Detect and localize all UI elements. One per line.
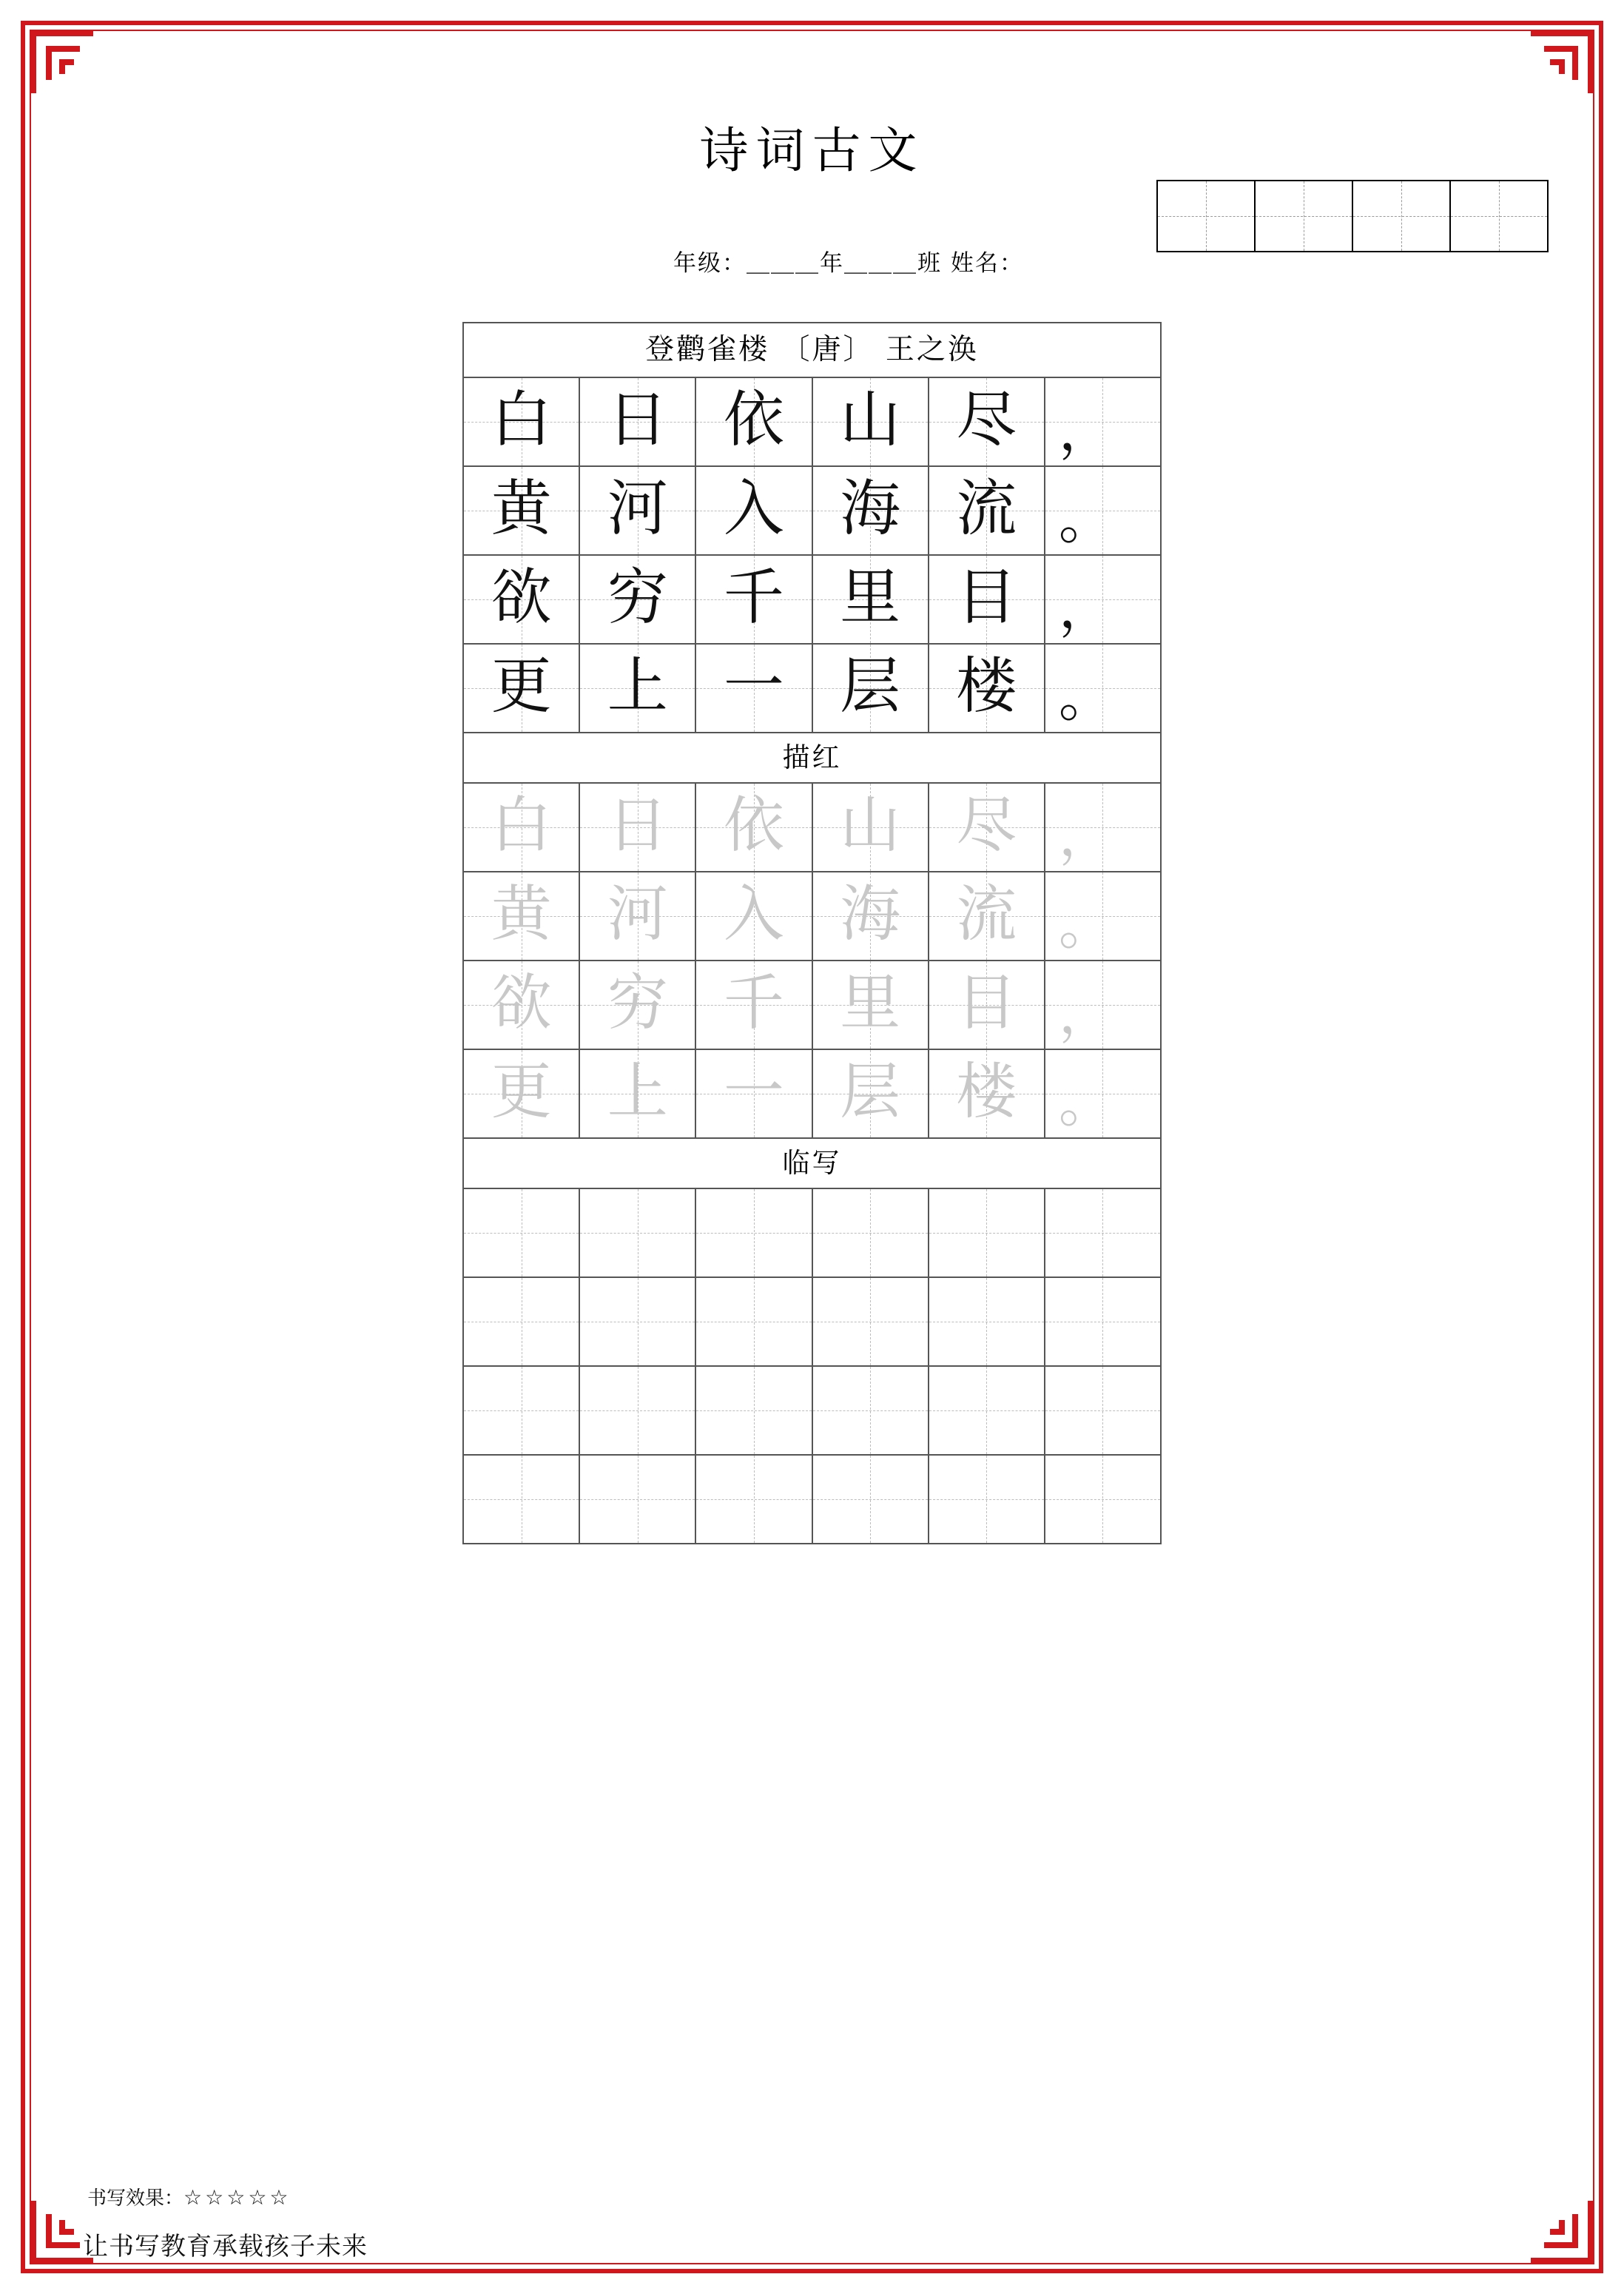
- character-glyph: 里: [840, 562, 901, 633]
- guide-line-vertical: [638, 1278, 639, 1365]
- character-glyph: 一: [723, 1057, 784, 1127]
- guide-line-vertical: [870, 1367, 871, 1454]
- punctuation-glyph: ，: [1058, 576, 1113, 640]
- rating-label: 书写效果：: [87, 2187, 184, 2210]
- writing-cell[interactable]: [1045, 1278, 1160, 1365]
- character-glyph: 更: [491, 651, 552, 722]
- writing-cell[interactable]: [464, 1278, 580, 1365]
- character-glyph: 层: [840, 651, 901, 722]
- character-glyph: 入: [723, 474, 784, 544]
- writing-cell[interactable]: [1045, 1189, 1160, 1276]
- character-glyph: 目: [956, 968, 1017, 1038]
- character-glyph: 依: [723, 790, 784, 861]
- writing-cell[interactable]: [929, 1367, 1045, 1454]
- writing-cell[interactable]: [929, 872, 1045, 960]
- character-glyph: 流: [956, 879, 1017, 949]
- writing-cell[interactable]: [580, 1367, 696, 1454]
- guide-line-vertical: [986, 1367, 987, 1454]
- punctuation-glyph: ，: [1058, 804, 1113, 868]
- guide-line-vertical: [986, 1278, 987, 1365]
- guide-line-vertical: [870, 1189, 871, 1276]
- writing-cell[interactable]: [813, 872, 929, 960]
- punctuation-glyph: 。: [1058, 488, 1113, 551]
- character-glyph: 河: [607, 879, 668, 949]
- character-glyph: 穷: [607, 562, 668, 633]
- writing-cell[interactable]: [464, 784, 580, 871]
- guide-line-vertical: [986, 1456, 987, 1543]
- writing-cell[interactable]: [1045, 1456, 1160, 1543]
- guide-line-vertical: [870, 1456, 871, 1543]
- guide-line-vertical: [754, 1367, 755, 1454]
- guide-line-vertical: [1102, 1367, 1103, 1454]
- writing-cell: [464, 645, 580, 732]
- writing-cell[interactable]: [813, 1050, 929, 1137]
- character-glyph: 千: [723, 968, 784, 1038]
- poem-heading: 登鹳雀楼 〔唐〕 王之涣: [464, 323, 1160, 378]
- character-glyph: 千: [723, 562, 784, 633]
- writing-cell: [1045, 467, 1160, 554]
- writing-cell[interactable]: [1045, 784, 1160, 871]
- writing-cell[interactable]: [929, 1050, 1045, 1137]
- writing-cell[interactable]: [580, 1050, 696, 1137]
- character-glyph: 目: [956, 562, 1017, 633]
- guide-line-vertical: [754, 1278, 755, 1365]
- writing-cell[interactable]: [929, 961, 1045, 1049]
- writing-cell[interactable]: [696, 872, 812, 960]
- writing-cell: [580, 645, 696, 732]
- writing-row: [464, 378, 1160, 467]
- page-title: 诗词古文: [699, 122, 925, 179]
- character-glyph: 河: [607, 474, 668, 544]
- character-glyph: 层: [840, 1057, 901, 1127]
- punctuation-glyph: 。: [1058, 1071, 1113, 1134]
- guide-line-vertical: [1102, 1278, 1103, 1365]
- writing-cell[interactable]: [929, 784, 1045, 871]
- writing-cell[interactable]: [929, 1456, 1045, 1543]
- guide-line-vertical: [870, 1278, 871, 1365]
- writing-cell[interactable]: [464, 1367, 580, 1454]
- writing-cell[interactable]: [696, 784, 812, 871]
- punctuation-glyph: 。: [1058, 893, 1113, 957]
- writing-cell[interactable]: [580, 961, 696, 1049]
- writing-cell[interactable]: [696, 1278, 812, 1365]
- writing-cell[interactable]: [813, 1278, 929, 1365]
- writing-cell: [929, 467, 1045, 554]
- character-glyph: 尽: [956, 790, 1017, 861]
- name-box-cell[interactable]: [1451, 181, 1547, 251]
- punctuation-glyph: 。: [1058, 665, 1113, 729]
- guide-line-vertical: [754, 1456, 755, 1543]
- writing-cell[interactable]: [1045, 872, 1160, 960]
- rating-stars[interactable]: ☆☆☆☆☆: [183, 2185, 292, 2210]
- writing-cell: [1045, 645, 1160, 732]
- writing-row: [464, 467, 1160, 556]
- guide-line-vertical: [754, 1189, 755, 1276]
- character-glyph: 流: [956, 474, 1017, 544]
- writing-cell: [464, 378, 580, 465]
- character-glyph: 一: [723, 651, 784, 722]
- writing-row: [464, 961, 1160, 1050]
- writing-cell[interactable]: [580, 1189, 696, 1276]
- writing-row: [464, 1050, 1160, 1137]
- writing-row: [464, 1278, 1160, 1367]
- guide-line-vertical: [638, 1456, 639, 1543]
- character-glyph: 入: [723, 879, 784, 949]
- writing-cell[interactable]: [696, 961, 812, 1049]
- character-glyph: 楼: [956, 1057, 1017, 1127]
- writing-cell: [929, 378, 1045, 465]
- practice-sheet: [462, 322, 1162, 1544]
- writing-row: [464, 645, 1160, 732]
- character-glyph: 楼: [956, 651, 1017, 722]
- section-label-trace: 描红: [464, 732, 1160, 784]
- character-glyph: 欲: [491, 968, 552, 1038]
- writing-cell[interactable]: [696, 1050, 812, 1137]
- writing-cell[interactable]: [813, 1456, 929, 1543]
- writing-cell[interactable]: [813, 1189, 929, 1276]
- character-glyph: 日: [607, 790, 668, 861]
- writing-cell: [580, 556, 696, 643]
- character-glyph: 尽: [956, 385, 1017, 455]
- writing-cell: [696, 556, 812, 643]
- writing-cell: [580, 467, 696, 554]
- writing-row: [464, 784, 1160, 872]
- character-glyph: 上: [607, 1057, 668, 1127]
- writing-cell[interactable]: [464, 961, 580, 1049]
- writing-cell: [580, 378, 696, 465]
- corner-ornament-top-left: [30, 30, 93, 93]
- character-glyph: 黄: [491, 879, 552, 949]
- section-label-copy: 临写: [464, 1137, 1160, 1189]
- writing-cell: [813, 645, 929, 732]
- writing-row: [464, 872, 1160, 961]
- writing-cell[interactable]: [929, 1189, 1045, 1276]
- writing-cell: [929, 556, 1045, 643]
- writing-cell[interactable]: [1045, 961, 1160, 1049]
- writing-cell[interactable]: [464, 872, 580, 960]
- writing-row: [464, 1189, 1160, 1278]
- name-box-cell[interactable]: [1158, 181, 1256, 251]
- writing-cell: [929, 645, 1045, 732]
- writing-cell[interactable]: [580, 872, 696, 960]
- writing-cell: [464, 556, 580, 643]
- character-glyph: 上: [607, 651, 668, 722]
- corner-ornament-bottom-right: [1531, 2201, 1594, 2264]
- guide-line-vertical: [986, 1189, 987, 1276]
- writing-cell[interactable]: [696, 1456, 812, 1543]
- writing-cell[interactable]: [1045, 1367, 1160, 1454]
- writing-cell[interactable]: [813, 784, 929, 871]
- guide-line-vertical: [638, 1367, 639, 1454]
- character-glyph: 依: [723, 385, 784, 455]
- writing-cell[interactable]: [1045, 1050, 1160, 1137]
- punctuation-glyph: ，: [1058, 982, 1113, 1046]
- writing-row: [464, 1367, 1160, 1456]
- writing-cell: [813, 467, 929, 554]
- writing-cell: [1045, 556, 1160, 643]
- name-writing-boxes[interactable]: [1156, 180, 1549, 252]
- writing-cell[interactable]: [696, 1367, 812, 1454]
- writing-row: [464, 556, 1160, 645]
- writing-cell: [813, 378, 929, 465]
- character-glyph: 里: [840, 968, 901, 1038]
- writing-cell[interactable]: [580, 1278, 696, 1365]
- guide-line-vertical: [638, 1189, 639, 1276]
- guide-line-vertical: [1102, 1189, 1103, 1276]
- poem-copy-section[interactable]: [464, 1189, 1160, 1543]
- name-box-cell[interactable]: [1353, 181, 1451, 251]
- footer-slogan: 让书写教育承载孩子未来: [83, 2232, 368, 2261]
- character-glyph: 黄: [491, 474, 552, 544]
- character-glyph: 白: [491, 385, 552, 455]
- writing-cell[interactable]: [464, 1456, 580, 1543]
- writing-cell: [1045, 378, 1160, 465]
- writing-cell: [696, 378, 812, 465]
- writing-cell[interactable]: [580, 1456, 696, 1543]
- writing-cell: [813, 556, 929, 643]
- character-glyph: 海: [840, 879, 901, 949]
- character-glyph: 海: [840, 474, 901, 544]
- character-glyph: 日: [607, 385, 668, 455]
- writing-cell[interactable]: [464, 1050, 580, 1137]
- character-glyph: 白: [491, 790, 552, 861]
- writing-cell: [464, 467, 580, 554]
- writing-cell[interactable]: [813, 961, 929, 1049]
- character-glyph: 更: [491, 1057, 552, 1127]
- poem-trace-section[interactable]: [464, 784, 1160, 1137]
- writing-cell: [696, 645, 812, 732]
- writing-cell: [696, 467, 812, 554]
- character-glyph: 欲: [491, 562, 552, 633]
- character-glyph: 穷: [607, 968, 668, 1038]
- writing-cell[interactable]: [580, 784, 696, 871]
- character-glyph: 山: [840, 790, 901, 861]
- writing-cell[interactable]: [696, 1189, 812, 1276]
- corner-ornament-top-right: [1531, 30, 1594, 93]
- writing-row: [464, 1456, 1160, 1543]
- writing-cell[interactable]: [929, 1278, 1045, 1365]
- student-info-line: 年级：＿＿＿年＿＿＿班 姓名：: [673, 250, 1024, 277]
- name-box-cell[interactable]: [1256, 181, 1353, 251]
- poem-model-section: [464, 378, 1160, 732]
- punctuation-glyph: ，: [1058, 399, 1113, 462]
- writing-cell[interactable]: [464, 1189, 580, 1276]
- guide-line-vertical: [1102, 1456, 1103, 1543]
- character-glyph: 山: [840, 385, 901, 455]
- writing-rating: [87, 2183, 292, 2210]
- writing-cell[interactable]: [813, 1367, 929, 1454]
